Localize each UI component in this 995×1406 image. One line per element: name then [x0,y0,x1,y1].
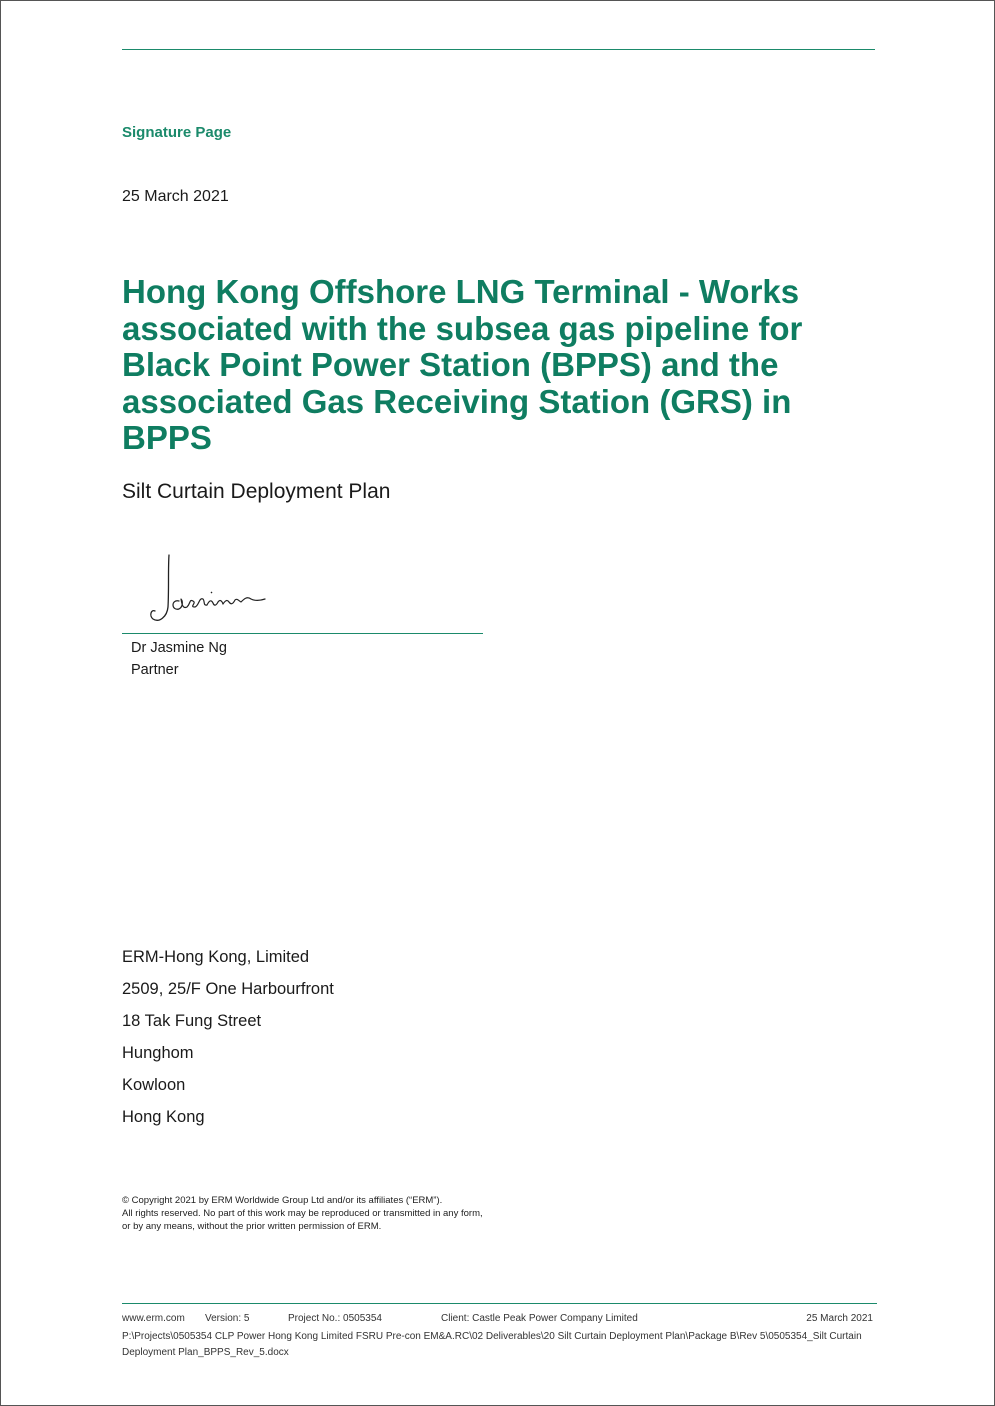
copyright-notice [122,1194,542,1233]
footer-file-path: P:\Projects\0505354 CLP Power Hong Kong Limited FSRU Pre-con EM&A.RC\02 Deliverables\20 Silt Curtain Deployment Plan\Package B\Rev 5\0505354_Silt Curtain Deployment Plan_BPPS_Rev_5.docx [122,1331,862,1358]
address-line: ERM-Hong Kong, Limited [122,948,310,966]
document-date: 25 March 2021 [122,188,229,205]
copyright-line: © Copyright 2021 by ERM Worldwide Group Ltd and/or its affiliates (“ERM”). [122,1195,443,1206]
copyright-line: All rights reserved. No part of this work may be reproduced or transmitted in any form, [122,1208,483,1219]
signature-line [122,633,483,634]
address-line: Hong Kong [122,1108,205,1126]
footer-rule [122,1303,877,1304]
signatory-role: Partner [131,662,179,678]
company-address [122,945,334,1137]
header-rule [122,49,875,50]
address-line: Hunghom [122,1044,194,1062]
address-line: 2509, 25/F One Harbourfront [122,980,334,998]
footer-website: www.erm.com [122,1313,185,1324]
footer-client: Client: Castle Peak Power Company Limited [441,1313,638,1324]
document-subtitle: Silt Curtain Deployment Plan [122,480,391,503]
address-line: Kowloon [122,1076,186,1094]
section-label: Signature Page [122,124,232,141]
document-title: Hong Kong Offshore LNG Terminal - Works associated with the subsea gas pipeline for Black Point Power Station (BPPS) and the associated Gas Receiving Station (GRS) in BPPS [122,273,803,456]
footer-project-number: Project No.: 0505354 [288,1313,382,1324]
footer-date: 25 March 2021 [806,1313,873,1324]
footer-version: Version: 5 [205,1313,250,1324]
signatory-name: Dr Jasmine Ng [131,640,227,656]
handwritten-signature [141,549,281,629]
address-line: 18 Tak Fung Street [122,1012,262,1030]
copyright-line: or by any means, without the prior written permission of ERM. [122,1221,382,1232]
